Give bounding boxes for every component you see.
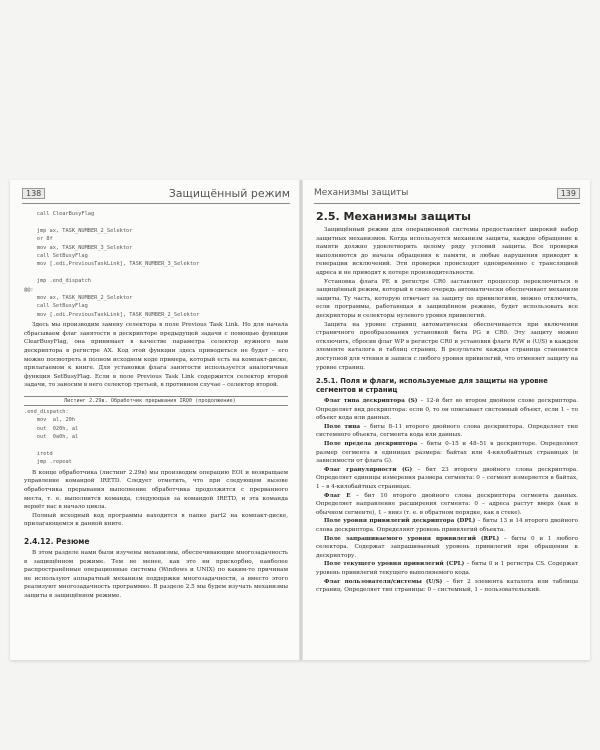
field-name: Флаг гранулярности (G) — [324, 466, 413, 473]
code-line: jmp .repeat — [24, 459, 72, 466]
right-running-title: Механизмы защиты — [314, 188, 409, 198]
field-name: Флаг типа дескриптора (S) — [324, 398, 418, 405]
field-name: Поле текущего уровня привилегий (CPL) — [324, 561, 465, 568]
code-line: jmp .end_dispatch — [24, 278, 91, 285]
right-running-head — [314, 188, 580, 202]
field-description: – биты 13 и 14 второго двойного слова дескриптора. Определяют уровень привилегий объекта. — [316, 518, 578, 533]
field-name: Флаг пользователя/системы (U/S) — [324, 578, 443, 585]
left-page-number: 138 — [22, 188, 45, 199]
code-line: mov [.edi,PreviousTaskLink], TASK_NUMBER_3_Selektor — [24, 261, 200, 268]
field-definition — [316, 466, 578, 492]
summary-heading: 2.4.12. Резюме — [24, 537, 90, 547]
field-definition — [316, 440, 578, 466]
code-line: mov al, 20h — [24, 417, 76, 424]
field-name: Флаг E — [324, 492, 351, 499]
book-spread — [10, 180, 590, 660]
left-running-head — [22, 188, 290, 202]
code-line — [24, 218, 288, 226]
code-line: mov ax, TASK_NUMBER_3_Selektor — [24, 244, 133, 251]
field-description: – биты 0–15 и 48–51 в дескрипторе. Определяют размер сегмента в единицах размера: байтах или 4-килобайтных страницах (в зависимости от флага G). — [316, 441, 578, 465]
field-definition — [316, 578, 578, 595]
right-paragraph-2: Установка флага PE в регистре CR0 заставляет процессор переключиться в защищённый режим, который в свою очередь автоматически обеспечивает механизм защиты. Ту часть, которую отвечает за защиту по привилегиям, можно отключить, если программы, работающая в защищённом режиме, будет использовать все дескрипторы и селекторы нулевого уровня привилегий. — [316, 278, 578, 319]
code-line — [24, 269, 288, 277]
code-line: jmp ax, TASK_NUMBER_2_Selektor — [24, 227, 133, 234]
right-content — [316, 210, 578, 595]
field-description: – биты 0 и 1 любого селектора. Содержат запрашиваемый уровень привилегий при обращении к дескриптору. — [316, 535, 578, 559]
code-line — [24, 442, 288, 450]
code-line: call ClearBusyFlag — [24, 211, 95, 217]
right-page-number: 139 — [557, 188, 580, 199]
code-line: @@: — [24, 286, 34, 293]
field-definition — [316, 517, 578, 534]
code-line: out 020h, al — [24, 425, 79, 432]
field-description: – биты 0 и 1 регистра CS. Содержат уровень привилегий текущего выполняемого кода. — [316, 561, 578, 576]
right-header-rule — [314, 203, 580, 204]
left-page — [10, 180, 300, 660]
left-paragraph-3: Полный исходный код программы находится в папке part2 на компакт-диске, прилагающемся к данной книге. — [24, 512, 288, 528]
field-definition — [316, 560, 578, 577]
code-line: mov [.edi.PreviousTaskLink], TASK_NUMBER_2_Selektor — [24, 311, 200, 318]
field-definitions — [316, 397, 578, 595]
field-description: – бит 10 второго двойного слова дескриптора сегмента данных. Определяет направление расширения сегмента: 0 – адреса растут вверх (как в обычном сегменте), 1 – вниз (т. е. в обратном порядке, как в стеке). — [316, 492, 578, 516]
field-definition — [316, 535, 578, 561]
field-name: Поле типа — [324, 423, 361, 430]
left-paragraph-2: В конце обработчика (листинг 2.29в) мы производим операцию EOI и возвращаем управление командой IRETD. Следует отметить, что при следующем вызове обработчика прерывания выполнение обработчика продолжится с прерванного места, т. е. выполнится команда, следующая за командой IRETD, и эта команда вернёт нас в начало цикла. — [24, 469, 288, 511]
field-description: – бит 2 элемента каталога или таблицы страниц. Определяет тип страницы: 0 – системный, 1 – пользовательский. — [316, 578, 578, 594]
section-heading: 2.5. Механизмы защиты — [316, 210, 471, 223]
left-content — [24, 210, 288, 601]
left-paragraph-1: Здесь мы производим замену селектора в поле Previous Task Link. Но для начала сбрасываем флаг занятости в дескрипторе предыдущей задачи с помощью функции ClearBusyFlag, она принимает в качестве параметра селектор нужного нам дескриптора в регистре AX. Код этой функции здесь приводиться не будет – его можно посмотреть в полном исходном коде примера, который есть на компакт-диске, прилагаемом к книге. Для установки флага занятости используется аналогичная функция SetBusyFlag. Если в поле Previous Task Link содержится селектор второй задачи, то заносим в него селектор третьей, в противном случае – селектор второй. — [24, 322, 288, 389]
right-page — [302, 180, 590, 660]
field-name: Поле запрашиваемого уровня привилегий (RPL) — [324, 535, 500, 542]
code-line: mov ax, TASK_NUMBER_2_Selektor — [24, 295, 133, 302]
field-description: – биты 8–11 второго двойного слова дескриптора. Определяет тип системного объекта, сегмента кода или данных. — [316, 423, 578, 439]
code-block-1 — [24, 210, 288, 319]
right-paragraph-1: Защищённый режим для операционной системы предоставляет широкий набор защитных механизмов. Когда используется механизм защиты, каждое обращение к памяти должно удовлетворить целому ряду условий защиты. Все проверки выполняются до начала обращения к памяти, и любые нарушения приводят к генерации исключений. Эти проверки происходят одновременно с трансляцией адреса и не приводят к потере производительности. — [316, 227, 578, 276]
field-definition — [316, 397, 578, 423]
code-line: call SetBusyFlag — [24, 303, 88, 310]
right-paragraph-3: Защита на уровне страниц автоматически обеспечивается при включении страничного преобразования установкой бита PG в CR0. Эту защиту можно отключить, сбросив флаг WP в регистре CR0 и установив флаги R/W и (U/S) в каждом элементе каталога и таблиц страниц. В результате каждая страница становится доступной для чтения и записи с любого уровня привилегий, что отменяет защиту на уровне страниц. — [316, 321, 578, 371]
left-paragraph-4: В этом разделе нами были изучены механизмы, обеспечивающие многозадачность в защищённом режиме. Тем не менее, как это ни прискорбно, наиболее распространённые операционные системы (Windows и UNIX) по каким-то причинам не используют аппаратный механизм поддержки многозадачности, а вместо этого реализуют многозадачность программно. В разделе 2.5 мы будем изучать механизмы защиты в защищённом режиме. — [24, 550, 288, 599]
field-definition — [316, 423, 578, 440]
field-name: Поле уровня привилегий дескриптора (DPL) — [324, 518, 476, 525]
field-description: – бит 23 второго двойного слова дескриптора. Определяет единицы измерения размера сегмента: 0 – сегмент измеряется в байтах, 1 – в 4-килобайтных страницах. — [316, 466, 578, 491]
code-line: or 8f — [24, 236, 53, 243]
code-line: .end_dispatch: — [24, 409, 69, 416]
code-line: iretd — [24, 451, 53, 458]
left-running-title: Защищённый режим — [168, 187, 290, 200]
code-block-2 — [24, 408, 288, 467]
code-line: call SetBusyFlag — [24, 253, 88, 260]
code-line: out 0a0h, al — [24, 434, 79, 441]
left-header-rule — [22, 203, 290, 204]
subsection-heading: 2.5.1. Поля и флаги, используемые для защиты на уровне сегментов и страниц — [316, 377, 548, 395]
field-name: Поле предела дескриптора — [324, 441, 418, 448]
field-definition — [316, 492, 578, 518]
field-description: – 12-й бит во втором двойном слове дескриптора. Определяет вид дескриптора: если 0, то он описывает системный объект, если 1 – то объект кода или данных. — [316, 398, 579, 422]
listing-caption: Листинг 2.29в. Обработчик прерывания IRQ0 (продолжение) — [24, 396, 288, 406]
